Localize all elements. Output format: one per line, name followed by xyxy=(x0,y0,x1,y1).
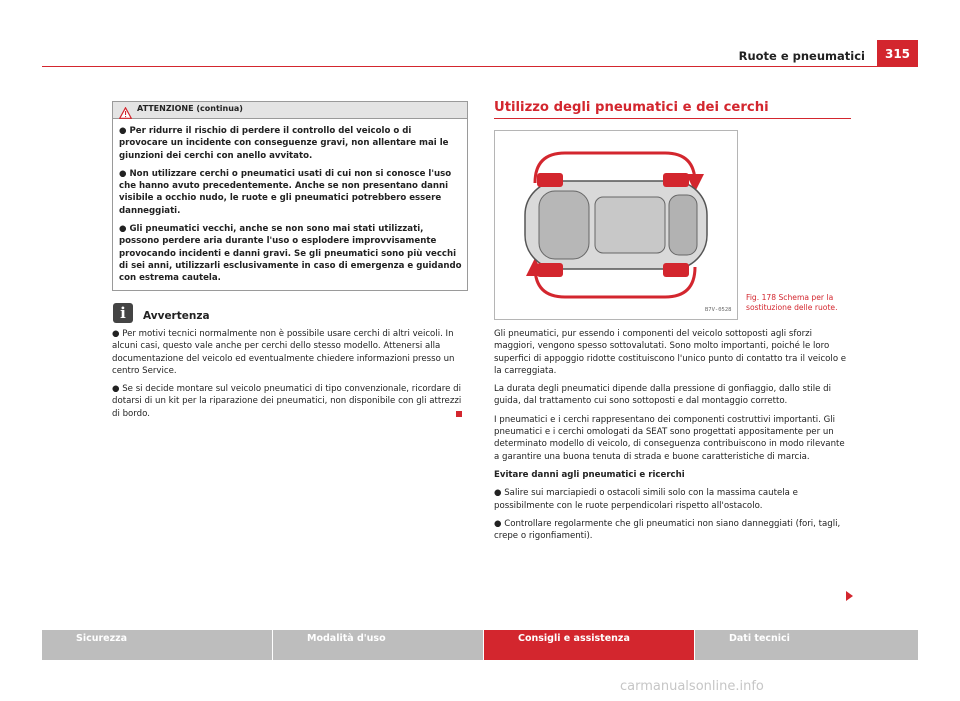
figure-code: B7V-0528 xyxy=(705,307,732,313)
paragraph: I pneumatici e i cerchi rappresentano dei componenti costruttivi importanti. Gli pneumatici e i cerchi omologati da SEAT sono progettati appositamente per un determinato modello di veicolo, di conseguenza contribuiscono in modo rilevante a garantire una buona tenuta di strada e buone caratteristiche di marcia. xyxy=(494,414,845,462)
warning-item: ● Non utilizzare cerchi o pneumatici usati di cui non si conosce l'uso che hanno avuto precedentemente. Anche se non presentano danni visibile a occhio nudo, le ruote e gli pneumatici potrebbero essere danneggiati. xyxy=(119,168,452,216)
section-divider xyxy=(494,118,851,119)
paragraph: La durata degli pneumatici dipende dalla pressione di gonfiaggio, dallo stile di guida, dal trattamento cui sono sottoposti e dal montaggio corretto. xyxy=(494,384,831,407)
wheel-rotation-figure xyxy=(494,130,738,320)
note-text xyxy=(112,328,466,426)
warning-box xyxy=(112,101,468,291)
footer-tab-sicurezza[interactable]: Sicurezza xyxy=(42,630,272,660)
warning-item: ● Per ridurre il rischio di perdere il controllo del veicolo o di provocare un incidente con conseguenze gravi, non allentare mai le giunzioni dei cerchi con anello avvitato. xyxy=(119,126,449,161)
warning-item: ● Gli pneumatici vecchi, anche se non sono mai stati utilizzati, possono perdere aria durante l'uso o esplodere improvvisamente provocando incidenti e danni gravi. Se gli pneumatici sono più vecchi di sei anni, utilizzarli esclusivamente in caso di emergenza e guidando con estrema cautela. xyxy=(119,224,462,284)
figure-caption: Fig. 178 Schema per la sostituzione delle ruote. xyxy=(746,293,838,312)
section-title: Utilizzo degli pneumatici e dei cerchi xyxy=(494,100,769,115)
footer-tab-dati-tecnici[interactable]: Dati tecnici xyxy=(695,630,918,660)
bullet-item: ● Salire sui marciapiedi o ostacoli simili solo con la massima cautela e possibilmente con le ruote perpendicolari rispetto all'ostacolo. xyxy=(494,488,798,511)
continue-arrow-icon xyxy=(846,591,853,601)
footer-tab-modalita-uso[interactable]: Modalità d'uso xyxy=(273,630,483,660)
paragraph: Gli pneumatici, pur essendo i componenti del veicolo sottoposti agli sforzi maggiori, vengono spesso sottovalutati. Sono molto importanti, poiché le loro superfici di appoggio ridotte costituiscono l'unico punto di contatto tra il veicolo e la carreggiata. xyxy=(494,329,847,376)
footer-tab-consigli-assistenza[interactable]: Consigli e assistenza xyxy=(484,630,694,660)
section-body xyxy=(494,328,852,548)
section-end-mark xyxy=(456,411,462,417)
info-note-icon: i xyxy=(113,303,133,323)
warning-text xyxy=(119,125,462,291)
note-title: Avvertenza xyxy=(143,310,210,322)
subheading: Evitare danni agli pneumatici e ricerchi xyxy=(494,469,685,480)
header-divider xyxy=(42,66,918,67)
warning-header xyxy=(113,102,467,119)
page-number: 315 xyxy=(877,40,918,67)
watermark: carmanualsonline.info xyxy=(620,679,764,694)
warning-heading: ATTENZIONE (continua) xyxy=(137,104,243,113)
car-top-view-illustration xyxy=(495,131,737,319)
running-header-title: Ruote e pneumatici xyxy=(738,49,865,63)
note-item: ● Per motivi tecnici normalmente non è possibile usare cerchi di altri veicoli. In alcuni casi, questo vale anche per cerchi dello stesso modello. Attenersi alla documentazione del veicolo ed eventualmente chiedere informazioni presso un centro Service. xyxy=(112,329,455,376)
bullet-item: ● Controllare regolarmente che gli pneumatici non siano danneggiati (fori, tagli, crepe o rigonfiamenti). xyxy=(494,518,841,542)
warning-triangle-icon xyxy=(119,104,132,123)
note-item: ● Se si decide montare sul veicolo pneumatici di tipo convenzionale, ricordare di dotarsi di un kit per la riparazione dei pneumatici, non disponibile con gli attrezzi di bordo. xyxy=(112,384,462,419)
